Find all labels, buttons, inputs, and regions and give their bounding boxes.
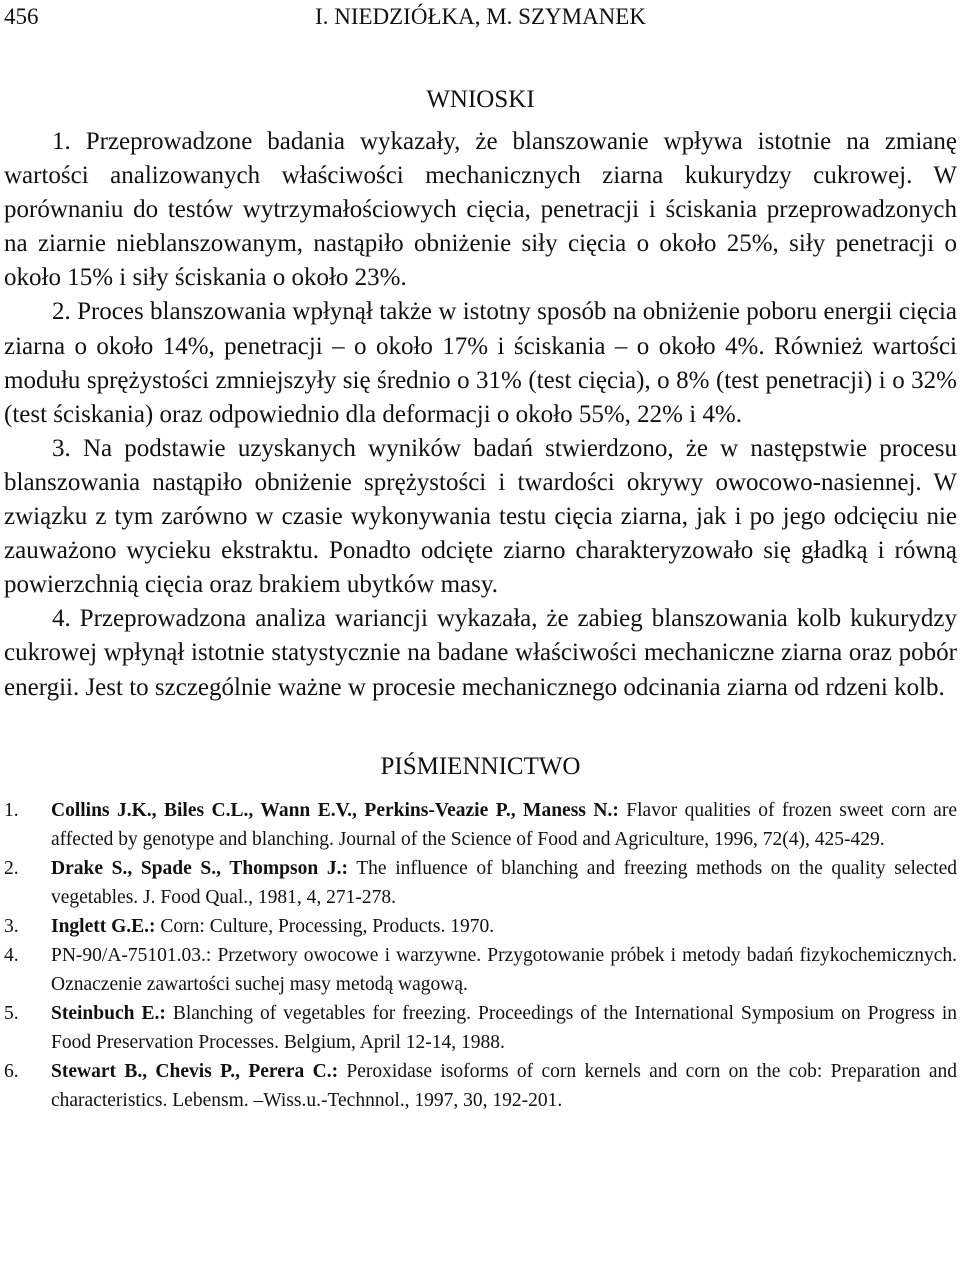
reference-number: 4.	[4, 944, 19, 966]
reference-text: PN-90/A-75101.03.: Przetwory owocowe i warzywne. Przygotowanie próbek i metody badań fizykochemicznych. Oznaczenie zawartości suchej masy metodą wagową.	[51, 944, 957, 995]
reference-item	[4, 912, 957, 941]
reference-text: Corn: Culture, Processing, Products. 1970.	[155, 915, 495, 937]
reference-authors: Inglett G.E.:	[51, 915, 156, 937]
reference-authors: Stewart B., Chevis P., Perera C.:	[51, 1060, 339, 1082]
reference-text: Blanching of vegetables for freezing. Proceedings of the International Symposium on Progress in Food Preservation Processes. Belgium, April 12-14, 1988.	[51, 1002, 957, 1053]
running-header	[4, 0, 957, 34]
conclusion-paragraph: 3. Na podstawie uzyskanych wyników badań stwierdzono, że w następstwie procesu blanszowania nastąpiło obniżenie sprężystości i twardości okrywy owocowo-nasiennej. W związku z tym zarówno w czasie wykonywania testu cięcia ziarna, jak i po jego odcięciu nie zauważono wycieku ekstraktu. Ponadto odcięte ziarno charakteryzowało się gładką i równą powierzchnią cięcia oraz brakiem ubytków masy.	[4, 434, 957, 599]
reference-authors: Steinbuch E.:	[51, 1002, 166, 1024]
reference-authors: Collins J.K., Biles C.L., Wann E.V., Perkins-Veazie P., Maness N.:	[51, 799, 619, 821]
reference-authors: Drake S., Spade S., Thompson J.:	[51, 857, 348, 879]
reference-item	[4, 1057, 957, 1115]
reference-item	[4, 796, 957, 854]
references-heading: PIŚMIENNICTWO	[380, 752, 581, 780]
reference-number: 6.	[4, 1060, 19, 1082]
reference-list	[4, 796, 957, 1115]
reference-item	[4, 999, 957, 1057]
reference-text: Peroxidase isoforms of corn kernels and corn on the cob: Preparation and characteristics. Lebensm. –Wiss.u.-Technnol., 1997, 30, 192-201.	[51, 1060, 958, 1111]
running-title: I. NIEDZIÓŁKA, M. SZYMANEK	[315, 4, 646, 29]
conclusion-paragraph: 4. Przeprowadzona analiza wariancji wykazała, że zabieg blanszowania kolb kukurydzy cukrowej wpłynął istotnie statystycznie na badane właściwości mechaniczne ziarna oraz pobór energii. Jest to szczególnie ważne w procesie mechanicznego odcinania ziarna od rdzeni kolb.	[4, 605, 957, 701]
conclusions-body	[4, 125, 957, 705]
reference-text: Flavor qualities of frozen sweet corn are affected by genotype and blanching. Journal of the Science of Food and Agriculture, 1996, 72(4), 425-429.	[51, 799, 957, 850]
reference-text: The influence of blanching and freezing methods on the quality selected vegetables. J. Food Qual., 1981, 4, 271-278.	[51, 857, 957, 908]
reference-number: 2.	[4, 857, 19, 879]
reference-number: 5.	[4, 1002, 19, 1024]
conclusion-paragraph: 1. Przeprowadzone badania wykazały, że blanszowanie wpływa istotnie na zmianę wartości analizowanych właściwości mechanicznych ziarna kukurydzy cukrowej. W porównaniu do testów wytrzymałościowych cięcia, penetracji i ściskania przeprowadzonych na ziarnie nieblanszowanym, nastąpiło obniżenie siły cięcia o około 25%, siły penetracji o około 15% i siły ściskania o około 23%.	[4, 128, 957, 292]
reference-item	[4, 941, 957, 999]
reference-item	[4, 854, 957, 912]
reference-number: 3.	[4, 915, 19, 937]
conclusion-paragraph: 2. Proces blanszowania wpłynął także w istotny sposób na obniżenie poboru energii cięcia ziarna o około 14%, penetracji – o około 17% i ściskania – o około 4%. Również wartości modułu sprężystości zmniejszyły się średnio o 31% (test cięcia), o 8% (test penetracji) i o 32% (test ściskania) oraz odpowiednio dla deformacji o około 55%, 22% i 4%.	[4, 298, 957, 428]
reference-number: 1.	[4, 799, 19, 821]
conclusions-heading: WNIOSKI	[426, 86, 535, 113]
paper-page	[4, 0, 957, 1115]
page-number: 456	[4, 4, 39, 29]
